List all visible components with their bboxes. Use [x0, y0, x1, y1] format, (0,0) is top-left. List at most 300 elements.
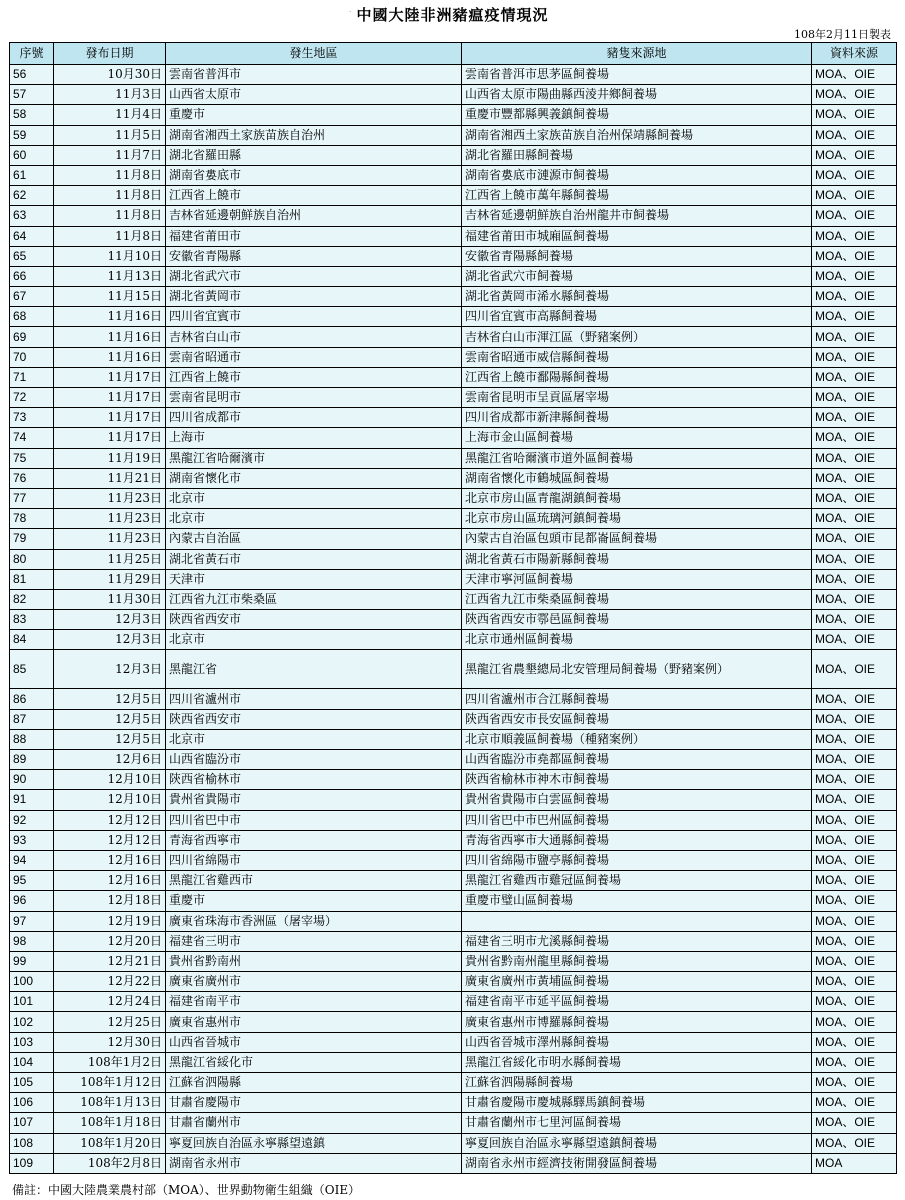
cell-seq: 102 [10, 1012, 54, 1032]
cell-source: MOA、OIE [812, 347, 897, 367]
cell-farm: 四川省瀘州市合江縣飼養場 [462, 689, 812, 709]
cell-source: MOA、OIE [812, 770, 897, 790]
cell-seq: 61 [10, 165, 54, 185]
cell-seq: 93 [10, 830, 54, 850]
cell-area: 北京市 [166, 509, 462, 529]
cell-seq: 87 [10, 709, 54, 729]
cell-date: 11月23日 [54, 529, 166, 549]
cell-area: 黑龍江省綏化市 [166, 1052, 462, 1072]
cell-source: MOA、OIE [812, 145, 897, 165]
cell-seq: 89 [10, 750, 54, 770]
cell-farm: 天津市寧河區飼養場 [462, 569, 812, 589]
cell-date: 11月8日 [54, 165, 166, 185]
cell-date: 11月5日 [54, 125, 166, 145]
table-row [10, 770, 897, 790]
cell-seq: 76 [10, 468, 54, 488]
cell-seq: 63 [10, 206, 54, 226]
table-row [10, 931, 897, 951]
cell-area: 重慶市 [166, 105, 462, 125]
cell-seq: 101 [10, 992, 54, 1012]
table-row [10, 569, 897, 589]
cell-area: 廣東省珠海市香洲區（屠宰場） [166, 911, 462, 931]
table-row [10, 105, 897, 125]
cell-farm: 四川省成都市新津縣飼養場 [462, 408, 812, 428]
cell-area: 四川省成都市 [166, 408, 462, 428]
table-row [10, 206, 897, 226]
cell-date: 12月22日 [54, 972, 166, 992]
cell-farm: 上海市金山區飼養場 [462, 428, 812, 448]
cell-date: 11月10日 [54, 246, 166, 266]
cell-date: 12月3日 [54, 610, 166, 630]
cell-source: MOA、OIE [812, 992, 897, 1012]
cell-farm: 江蘇省泗陽縣飼養場 [462, 1073, 812, 1093]
table-row [10, 1133, 897, 1153]
table-row [10, 549, 897, 569]
cell-source: MOA、OIE [812, 750, 897, 770]
cell-seq: 82 [10, 589, 54, 609]
table-row [10, 992, 897, 1012]
cell-seq: 91 [10, 790, 54, 810]
cell-date: 11月25日 [54, 549, 166, 569]
header-farm: 豬隻來源地 [462, 43, 812, 65]
cell-date: 11月7日 [54, 145, 166, 165]
cell-seq: 62 [10, 186, 54, 206]
cell-seq: 60 [10, 145, 54, 165]
cell-source: MOA、OIE [812, 105, 897, 125]
cell-area: 重慶市 [166, 891, 462, 911]
table-row [10, 972, 897, 992]
cell-farm: 陝西省榆林市神木市飼養場 [462, 770, 812, 790]
cell-farm: 湖南省婁底市漣源市飼養場 [462, 165, 812, 185]
table-row [10, 468, 897, 488]
cell-source: MOA、OIE [812, 1113, 897, 1133]
cell-date: 12月24日 [54, 992, 166, 1012]
cell-area: 福建省三明市 [166, 931, 462, 951]
table-row [10, 650, 897, 689]
cell-area: 上海市 [166, 428, 462, 448]
cell-date: 11月29日 [54, 569, 166, 589]
table-row [10, 689, 897, 709]
cell-seq: 100 [10, 972, 54, 992]
cell-area: 青海省西寧市 [166, 830, 462, 850]
cell-area: 陝西省西安市 [166, 709, 462, 729]
cell-date: 11月16日 [54, 347, 166, 367]
cell-seq: 68 [10, 307, 54, 327]
cell-date: 12月21日 [54, 951, 166, 971]
cell-area: 湖南省婁底市 [166, 165, 462, 185]
cell-seq: 99 [10, 951, 54, 971]
cell-farm: 黑龍江省雞西市雞冠區飼養場 [462, 871, 812, 891]
cell-source: MOA、OIE [812, 630, 897, 650]
cell-source: MOA、OIE [812, 125, 897, 145]
cell-date: 11月16日 [54, 307, 166, 327]
cell-farm: 廣東省廣州市黃埔區飼養場 [462, 972, 812, 992]
cell-seq: 70 [10, 347, 54, 367]
cell-date: 12月6日 [54, 750, 166, 770]
cell-area: 江西省上饒市 [166, 186, 462, 206]
cell-farm: 四川省巴中市巴州區飼養場 [462, 810, 812, 830]
cell-source: MOA、OIE [812, 529, 897, 549]
cell-seq: 109 [10, 1153, 54, 1173]
cell-source: MOA、OIE [812, 388, 897, 408]
cell-source: MOA、OIE [812, 589, 897, 609]
table-row [10, 1153, 897, 1173]
cell-seq: 105 [10, 1073, 54, 1093]
cell-source: MOA、OIE [812, 428, 897, 448]
cell-seq: 90 [10, 770, 54, 790]
cell-area: 北京市 [166, 630, 462, 650]
table-row [10, 630, 897, 650]
cell-date: 11月23日 [54, 509, 166, 529]
cell-source: MOA、OIE [812, 931, 897, 951]
made-date: 108年2月11日製表 [794, 28, 891, 41]
table-row [10, 850, 897, 870]
cell-area: 湖南省湘西土家族苗族自治州 [166, 125, 462, 145]
cell-farm: 湖北省黃岡市浠水縣飼養場 [462, 287, 812, 307]
cell-area: 湖南省永州市 [166, 1153, 462, 1173]
cell-area: 湖北省羅田縣 [166, 145, 462, 165]
cell-seq: 73 [10, 408, 54, 428]
cell-source: MOA、OIE [812, 850, 897, 870]
cell-farm: 湖南省懷化市鶴城區飼養場 [462, 468, 812, 488]
cell-area: 江西省九江市柴桑區 [166, 589, 462, 609]
cell-date: 12月3日 [54, 650, 166, 689]
cell-date: 108年1月13日 [54, 1093, 166, 1113]
cell-source: MOA、OIE [812, 327, 897, 347]
header-seq: 序號 [10, 43, 54, 65]
cell-date: 11月17日 [54, 367, 166, 387]
cell-area: 湖北省黃岡市 [166, 287, 462, 307]
cell-source: MOA、OIE [812, 810, 897, 830]
cell-source: MOA、OIE [812, 488, 897, 508]
cell-source: MOA、OIE [812, 186, 897, 206]
cell-farm: 福建省莆田市城廂區飼養場 [462, 226, 812, 246]
cell-source: MOA、OIE [812, 85, 897, 105]
cell-seq: 78 [10, 509, 54, 529]
cell-date: 12月10日 [54, 770, 166, 790]
cell-date: 11月17日 [54, 428, 166, 448]
table-row [10, 125, 897, 145]
cell-farm: 湖北省羅田縣飼養場 [462, 145, 812, 165]
cell-source: MOA、OIE [812, 1133, 897, 1153]
cell-seq: 96 [10, 891, 54, 911]
cell-seq: 85 [10, 650, 54, 689]
cell-seq: 57 [10, 85, 54, 105]
cell-farm: 廣東省惠州市博羅縣飼養場 [462, 1012, 812, 1032]
cell-date: 11月21日 [54, 468, 166, 488]
cell-source: MOA、OIE [812, 650, 897, 689]
cell-date: 11月19日 [54, 448, 166, 468]
table-row [10, 1113, 897, 1133]
cell-area: 四川省巴中市 [166, 810, 462, 830]
cell-source: MOA、OIE [812, 569, 897, 589]
cell-date: 12月5日 [54, 729, 166, 749]
table-row [10, 367, 897, 387]
cell-farm: 吉林省延邊朝鮮族自治州龍井市飼養場 [462, 206, 812, 226]
table-row [10, 266, 897, 286]
cell-date: 11月16日 [54, 327, 166, 347]
cell-area: 天津市 [166, 569, 462, 589]
cell-source: MOA、OIE [812, 1032, 897, 1052]
cell-source: MOA、OIE [812, 972, 897, 992]
cell-farm: 福建省三明市尤溪縣飼養場 [462, 931, 812, 951]
table-row [10, 428, 897, 448]
table-row [10, 226, 897, 246]
table-row [10, 891, 897, 911]
cell-source: MOA、OIE [812, 206, 897, 226]
table-row [10, 509, 897, 529]
cell-date: 12月30日 [54, 1032, 166, 1052]
cell-date: 12月5日 [54, 689, 166, 709]
cell-source: MOA、OIE [812, 891, 897, 911]
cell-farm: 江西省上饒市鄱陽縣飼養場 [462, 367, 812, 387]
header-date: 發布日期 [54, 43, 166, 65]
cell-source: MOA、OIE [812, 549, 897, 569]
cell-area: 吉林省白山市 [166, 327, 462, 347]
cell-seq: 92 [10, 810, 54, 830]
cell-seq: 81 [10, 569, 54, 589]
cell-area: 廣東省惠州市 [166, 1012, 462, 1032]
cell-area: 甘肅省蘭州市 [166, 1113, 462, 1133]
table-row [10, 1012, 897, 1032]
cell-seq: 67 [10, 287, 54, 307]
table-row [10, 287, 897, 307]
cell-area: 黑龍江省雞西市 [166, 871, 462, 891]
cell-source: MOA、OIE [812, 709, 897, 729]
cell-source: MOA、OIE [812, 1073, 897, 1093]
table-row [10, 347, 897, 367]
cell-source: MOA、OIE [812, 911, 897, 931]
cell-farm: 江西省九江市柴桑區飼養場 [462, 589, 812, 609]
cell-source: MOA、OIE [812, 689, 897, 709]
cell-date: 12月19日 [54, 911, 166, 931]
cell-farm: 北京市通州區飼養場 [462, 630, 812, 650]
cell-seq: 75 [10, 448, 54, 468]
cell-area: 貴州省黔南州 [166, 951, 462, 971]
cell-seq: 58 [10, 105, 54, 125]
cell-area: 雲南省昭通市 [166, 347, 462, 367]
cell-farm: 寧夏回族自治區永寧縣望遠鎮飼養場 [462, 1133, 812, 1153]
cell-area: 福建省南平市 [166, 992, 462, 1012]
cell-seq: 106 [10, 1093, 54, 1113]
table-row [10, 1032, 897, 1052]
cell-seq: 59 [10, 125, 54, 145]
table-row [10, 810, 897, 830]
cell-source: MOA、OIE [812, 729, 897, 749]
cell-date: 12月16日 [54, 850, 166, 870]
cell-farm [462, 911, 812, 931]
table-row [10, 911, 897, 931]
cell-date: 11月15日 [54, 287, 166, 307]
cell-date: 12月10日 [54, 790, 166, 810]
cell-seq: 69 [10, 327, 54, 347]
cell-area: 四川省瀘州市 [166, 689, 462, 709]
cell-farm: 內蒙古自治區包頭市昆都崙區飼養場 [462, 529, 812, 549]
cell-source: MOA、OIE [812, 871, 897, 891]
cell-source: MOA、OIE [812, 367, 897, 387]
cell-area: 山西省晉城市 [166, 1032, 462, 1052]
table-row [10, 307, 897, 327]
cell-date: 108年1月12日 [54, 1073, 166, 1093]
cell-source: MOA、OIE [812, 408, 897, 428]
cell-seq: 103 [10, 1032, 54, 1052]
cell-farm: 黑龍江省農墾總局北安管理局飼養場（野豬案例） [462, 650, 812, 689]
cell-seq: 72 [10, 388, 54, 408]
cell-seq: 86 [10, 689, 54, 709]
cell-date: 11月8日 [54, 226, 166, 246]
cell-farm: 山西省臨汾市堯都區飼養場 [462, 750, 812, 770]
cell-seq: 84 [10, 630, 54, 650]
cell-area: 陝西省西安市 [166, 610, 462, 630]
cell-seq: 104 [10, 1052, 54, 1072]
table-row [10, 709, 897, 729]
cell-date: 12月3日 [54, 630, 166, 650]
cell-date: 12月5日 [54, 709, 166, 729]
page-title: 中國大陸非洲豬瘟疫情現況 [356, 6, 549, 24]
cell-area: 甘肅省慶陽市 [166, 1093, 462, 1113]
cell-source: MOA、OIE [812, 1052, 897, 1072]
cell-date: 11月8日 [54, 186, 166, 206]
cell-farm: 安徽省青陽縣飼養場 [462, 246, 812, 266]
cell-farm: 雲南省昭通市威信縣飼養場 [462, 347, 812, 367]
cell-date: 108年1月20日 [54, 1133, 166, 1153]
cell-area: 黑龍江省 [166, 650, 462, 689]
cell-area: 四川省綿陽市 [166, 850, 462, 870]
cell-source: MOA、OIE [812, 1093, 897, 1113]
cell-source: MOA、OIE [812, 448, 897, 468]
cell-area: 四川省宜賓市 [166, 307, 462, 327]
cell-farm: 雲南省普洱市思茅區飼養場 [462, 65, 812, 85]
cell-area: 黑龍江省哈爾濱市 [166, 448, 462, 468]
table-header-row [10, 43, 897, 65]
table-row [10, 327, 897, 347]
cell-farm: 重慶市璧山區飼養場 [462, 891, 812, 911]
table-row [10, 951, 897, 971]
cell-area: 雲南省昆明市 [166, 388, 462, 408]
cell-seq: 65 [10, 246, 54, 266]
table-row [10, 145, 897, 165]
cell-date: 108年1月2日 [54, 1052, 166, 1072]
cell-source: MOA、OIE [812, 951, 897, 971]
cell-date: 11月17日 [54, 388, 166, 408]
cell-source: MOA、OIE [812, 226, 897, 246]
cell-date: 108年1月18日 [54, 1113, 166, 1133]
table-row [10, 790, 897, 810]
table-row [10, 871, 897, 891]
footnote: 備註：中國大陸農業農村部（MOA）、世界動物衛生組織（OIE） [12, 1183, 361, 1197]
table-row [10, 589, 897, 609]
cell-date: 12月12日 [54, 830, 166, 850]
cell-date: 12月12日 [54, 810, 166, 830]
table-row [10, 750, 897, 770]
cell-seq: 107 [10, 1113, 54, 1133]
cell-seq: 74 [10, 428, 54, 448]
table-row [10, 1073, 897, 1093]
table-row [10, 830, 897, 850]
cell-seq: 71 [10, 367, 54, 387]
cell-seq: 88 [10, 729, 54, 749]
table-row [10, 488, 897, 508]
cell-seq: 80 [10, 549, 54, 569]
cell-farm: 湖北省武穴市飼養場 [462, 266, 812, 286]
cell-source: MOA、OIE [812, 790, 897, 810]
cell-area: 湖北省黃石市 [166, 549, 462, 569]
cell-farm: 雲南省昆明市呈貢區屠宰場 [462, 388, 812, 408]
cell-area: 湖北省武穴市 [166, 266, 462, 286]
cell-farm: 甘肅省慶陽市慶城縣驛馬鎮飼養場 [462, 1093, 812, 1113]
cell-area: 廣東省廣州市 [166, 972, 462, 992]
cell-seq: 94 [10, 850, 54, 870]
cell-farm: 貴州省黔南州龍里縣飼養場 [462, 951, 812, 971]
cell-area: 山西省太原市 [166, 85, 462, 105]
cell-area: 陝西省榆林市 [166, 770, 462, 790]
cell-source: MOA、OIE [812, 509, 897, 529]
cell-farm: 山西省太原市陽曲縣西淩井鄉飼養場 [462, 85, 812, 105]
cell-date: 12月18日 [54, 891, 166, 911]
cell-farm: 湖南省永州市經濟技術開發區飼養場 [462, 1153, 812, 1173]
cell-farm: 甘肅省蘭州市七里河區飼養場 [462, 1113, 812, 1133]
cell-date: 12月16日 [54, 871, 166, 891]
cell-date: 11月13日 [54, 266, 166, 286]
cell-farm: 吉林省白山市渾江區（野豬案例） [462, 327, 812, 347]
cell-seq: 98 [10, 931, 54, 951]
cell-farm: 重慶市豐都縣興義鎮飼養場 [462, 105, 812, 125]
cell-date: 11月17日 [54, 408, 166, 428]
table-row [10, 186, 897, 206]
cell-seq: 95 [10, 871, 54, 891]
cell-area: 北京市 [166, 729, 462, 749]
cell-source: MOA、OIE [812, 468, 897, 488]
header-area: 發生地區 [166, 43, 462, 65]
cell-source: MOA、OIE [812, 307, 897, 327]
cell-farm: 北京市順義區飼養場（種豬案例） [462, 729, 812, 749]
cell-date: 11月3日 [54, 85, 166, 105]
cell-area: 山西省臨汾市 [166, 750, 462, 770]
cell-farm: 四川省綿陽市鹽亭縣飼養場 [462, 850, 812, 870]
cell-seq: 97 [10, 911, 54, 931]
cell-seq: 66 [10, 266, 54, 286]
cell-farm: 湖北省黃石市陽新縣飼養場 [462, 549, 812, 569]
cell-farm: 北京市房山區青龍湖鎮飼養場 [462, 488, 812, 508]
table-row [10, 448, 897, 468]
cell-farm: 陝西省西安市長安區飼養場 [462, 709, 812, 729]
cell-seq: 79 [10, 529, 54, 549]
cell-date: 11月4日 [54, 105, 166, 125]
cell-source: MOA、OIE [812, 830, 897, 850]
cell-seq: 56 [10, 65, 54, 85]
table-row [10, 246, 897, 266]
cell-source: MOA、OIE [812, 266, 897, 286]
cell-date: 12月20日 [54, 931, 166, 951]
cell-date: 12月25日 [54, 1012, 166, 1032]
table-row [10, 529, 897, 549]
table-row [10, 65, 897, 85]
cell-date: 10月30日 [54, 65, 166, 85]
cell-farm: 青海省西寧市大通縣飼養場 [462, 830, 812, 850]
cell-area: 福建省莆田市 [166, 226, 462, 246]
cell-date: 11月23日 [54, 488, 166, 508]
cell-source: MOA、OIE [812, 246, 897, 266]
cell-source: MOA、OIE [812, 1012, 897, 1032]
cell-area: 內蒙古自治區 [166, 529, 462, 549]
cell-area: 雲南省普洱市 [166, 65, 462, 85]
cell-date: 108年2月8日 [54, 1153, 166, 1173]
outbreak-table [9, 42, 897, 1174]
cell-source: MOA [812, 1153, 897, 1173]
cell-farm: 山西省晉城市澤州縣飼養場 [462, 1032, 812, 1052]
title-mark: · [349, 8, 352, 16]
cell-seq: 77 [10, 488, 54, 508]
